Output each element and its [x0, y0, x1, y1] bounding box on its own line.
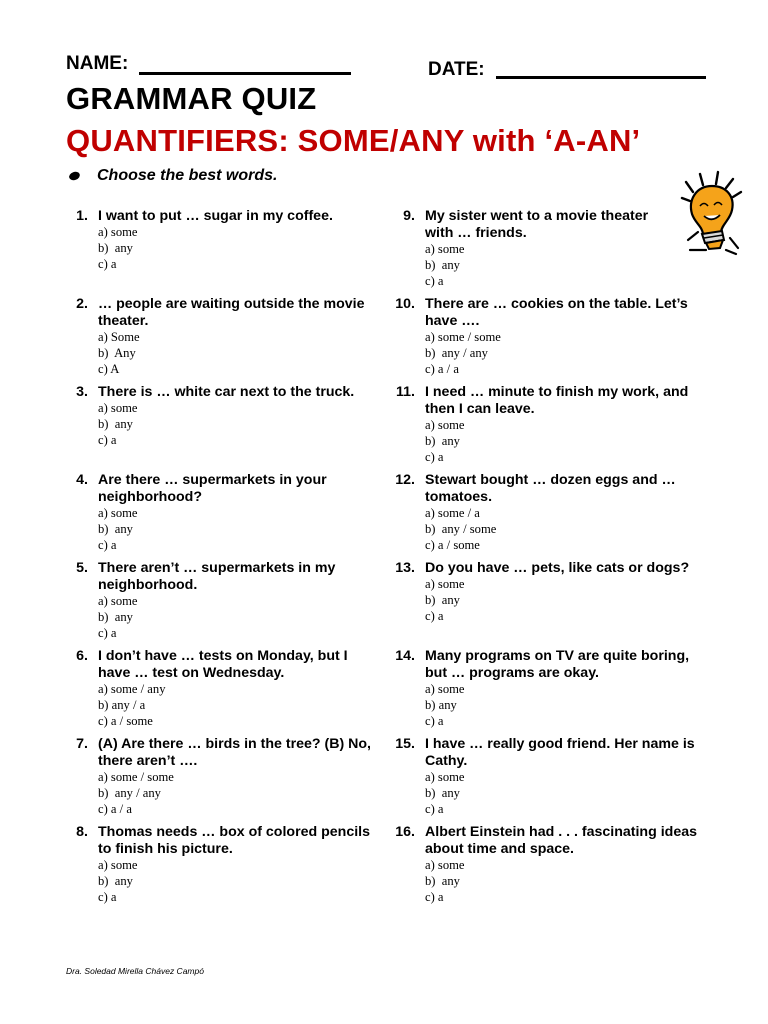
option-a[interactable]: a) some	[425, 858, 465, 872]
date-blank-line[interactable]	[496, 76, 706, 79]
question-text: I need … minute to finish my work, and then I can leave.	[425, 384, 689, 417]
question-text: Are there … supermarkets in your neighborhood?	[98, 472, 327, 505]
question-10	[393, 296, 693, 377]
option-c[interactable]: c) a	[425, 889, 444, 904]
question-8	[66, 824, 370, 905]
date-label: DATE:	[428, 59, 485, 80]
name-blank-line[interactable]	[139, 72, 351, 75]
option-b[interactable]: b) any / a	[98, 697, 146, 712]
question-9	[393, 208, 693, 289]
option-c[interactable]: c) a	[98, 432, 117, 447]
option-b[interactable]: b) any	[98, 240, 133, 255]
option-b[interactable]: b) any / any	[425, 345, 488, 360]
option-b[interactable]: b) Any	[98, 345, 136, 360]
option-c[interactable]: c) a	[98, 625, 117, 640]
question-5	[66, 560, 366, 641]
option-a[interactable]: a) some	[98, 225, 138, 239]
option-b[interactable]: b) any	[98, 609, 133, 624]
question-number: 7.	[76, 736, 88, 752]
question-number: 15.	[395, 736, 415, 752]
question-number: 10.	[395, 296, 415, 312]
option-b[interactable]: b) any	[98, 521, 133, 536]
question-text: There aren’t … supermarkets in my neighborhood.	[98, 560, 336, 593]
question-15	[393, 736, 693, 817]
bullet-icon	[68, 170, 81, 181]
question-number: 9.	[403, 208, 415, 224]
question-number: 11.	[396, 384, 415, 400]
question-text: Do you have … pets, like cats or dogs?	[425, 560, 690, 576]
option-c[interactable]: c) A	[98, 361, 120, 376]
question-text: … people are waiting outside the movie theater.	[98, 296, 365, 329]
question-text: Albert Einstein had . . . fascinating ideas about time and space.	[425, 824, 697, 857]
option-a[interactable]: a) some / any	[98, 682, 166, 696]
question-text: I have … really good friend. Her name is Cathy.	[425, 736, 695, 769]
question-text: My sister went to a movie theater with … friends.	[425, 208, 649, 241]
option-c[interactable]: c) a / some	[425, 537, 480, 552]
question-6	[66, 648, 366, 729]
option-c[interactable]: c) a	[425, 713, 444, 728]
option-b[interactable]: b) any / some	[425, 521, 497, 536]
option-c[interactable]: c) a	[98, 537, 117, 552]
option-b[interactable]: b) any	[98, 873, 133, 888]
option-b[interactable]: b) any	[425, 873, 460, 888]
question-number: 14.	[395, 648, 415, 664]
option-a[interactable]: a) some	[425, 682, 465, 696]
question-number: 5.	[76, 560, 88, 576]
option-a[interactable]: a) some	[425, 577, 465, 591]
option-b[interactable]: b) any	[425, 257, 460, 272]
option-b[interactable]: b) any	[425, 785, 460, 800]
question-text: (A) Are there … birds in the tree? (B) No, there aren’t ….	[98, 736, 371, 769]
question-16	[393, 824, 697, 905]
question-1	[66, 208, 366, 272]
option-b[interactable]: b) any	[98, 416, 133, 431]
question-3	[66, 384, 366, 448]
question-2	[66, 296, 366, 377]
option-c[interactable]: c) a / a	[98, 801, 132, 816]
question-number: 1.	[76, 208, 88, 224]
option-c[interactable]: c) a	[98, 256, 117, 271]
question-text: There is … white car next to the truck.	[98, 384, 355, 400]
option-c[interactable]: c) a	[98, 889, 117, 904]
question-4	[66, 472, 366, 553]
option-c[interactable]: c) a	[425, 801, 444, 816]
footer-author: Dra. Soledad Mirella Chávez Campó	[66, 966, 204, 976]
option-c[interactable]: c) a	[425, 608, 444, 623]
instruction-row	[66, 166, 277, 186]
question-number: 12.	[395, 472, 415, 488]
question-13	[393, 560, 693, 624]
option-a[interactable]: a) some / some	[425, 330, 501, 344]
option-b[interactable]: b) any	[425, 592, 460, 607]
option-c[interactable]: c) a / a	[425, 361, 459, 376]
option-a[interactable]: a) some	[98, 594, 138, 608]
option-a[interactable]: a) some	[98, 858, 138, 872]
instruction-text: Choose the best words.	[97, 167, 278, 184]
question-number: 2.	[76, 296, 88, 312]
question-number: 6.	[76, 648, 88, 664]
option-a[interactable]: a) some	[425, 770, 465, 784]
question-text: I want to put … sugar in my coffee.	[98, 208, 333, 224]
question-12	[393, 472, 693, 553]
option-a[interactable]: a) Some	[98, 330, 140, 344]
question-text: Thomas needs … box of colored pencils to finish his picture.	[98, 824, 370, 857]
option-a[interactable]: a) some / a	[425, 506, 480, 520]
question-number: 3.	[76, 384, 88, 400]
page-title: GRAMMAR QUIZ	[66, 81, 317, 116]
option-a[interactable]: a) some / some	[98, 770, 174, 784]
question-number: 16.	[395, 824, 415, 840]
option-b[interactable]: b) any	[425, 433, 460, 448]
question-7	[66, 736, 371, 817]
option-a[interactable]: a) some	[98, 401, 138, 415]
question-text: Many programs on TV are quite boring, but … programs are okay.	[425, 648, 690, 681]
question-number: 4.	[76, 472, 88, 488]
option-c[interactable]: c) a	[425, 273, 444, 288]
option-a[interactable]: a) some	[425, 418, 465, 432]
question-text: There are … cookies on the table. Let’s have ….	[425, 296, 688, 329]
question-text: I don’t have … tests on Monday, but I have … test on Wednesday.	[98, 648, 348, 681]
name-label: NAME:	[66, 53, 129, 74]
question-text: Stewart bought … dozen eggs and … tomatoes.	[425, 472, 676, 505]
question-11	[393, 384, 693, 465]
option-b[interactable]: b) any / any	[98, 785, 161, 800]
question-number: 8.	[76, 824, 88, 840]
page-subtitle: QUANTIFIERS: SOME/ANY with ‘A-AN’	[66, 123, 641, 158]
option-c[interactable]: c) a	[425, 449, 444, 464]
option-a[interactable]: a) some	[98, 506, 138, 520]
question-number: 13.	[395, 560, 415, 576]
option-a[interactable]: a) some	[425, 242, 465, 256]
option-b[interactable]: b) any	[425, 697, 457, 712]
option-c[interactable]: c) a / some	[98, 713, 153, 728]
question-14	[393, 648, 693, 729]
